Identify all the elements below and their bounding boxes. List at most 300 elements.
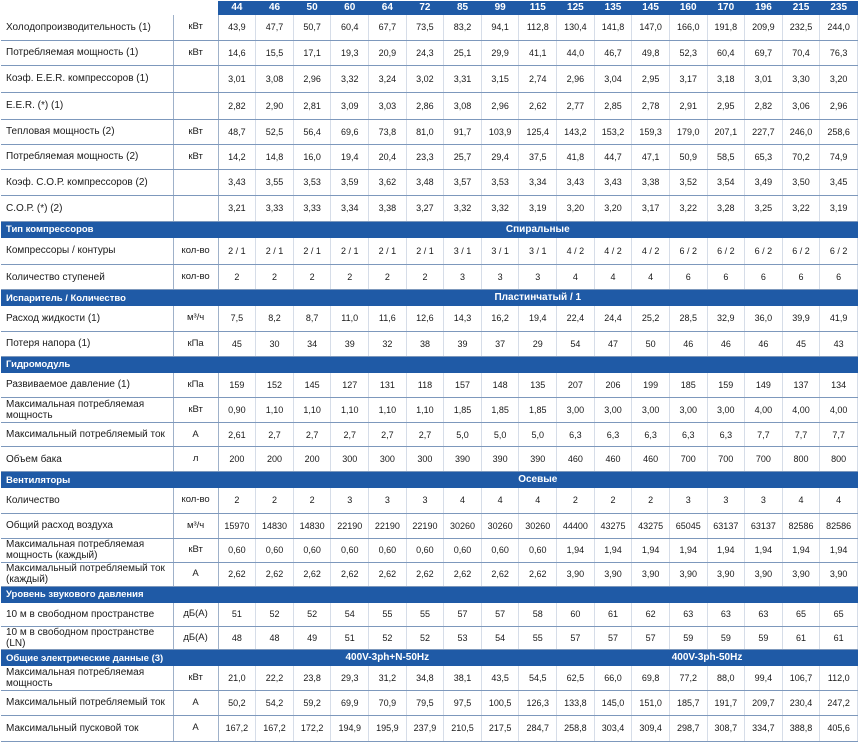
table-cell: 65045 (669, 513, 707, 538)
row-label: С.О.Р. (*) (2) (1, 195, 173, 221)
table-cell: 29,4 (481, 144, 519, 169)
table-cell: 2 / 1 (293, 238, 331, 265)
table-cell: 199 (632, 373, 670, 398)
table-cell: 0,60 (331, 538, 369, 562)
table-row (1, 603, 858, 627)
row-label: Тепловая мощность (2) (1, 119, 173, 144)
table-cell: 700 (707, 447, 745, 472)
table-cell: 2,82 (218, 92, 256, 119)
table-cell: 3,00 (594, 398, 632, 423)
table-cell: 22190 (331, 513, 369, 538)
table-row (1, 40, 858, 65)
table-cell: 59 (745, 627, 783, 650)
table-cell: 73,5 (406, 15, 444, 40)
table-cell: 2 (594, 488, 632, 513)
table-cell: 3,31 (444, 65, 482, 92)
table-row (1, 238, 858, 265)
section-title: Общие электрические данные (3) (1, 650, 218, 667)
table-cell: 32 (369, 331, 407, 356)
table-cell: 32,9 (707, 306, 745, 331)
table-cell: 19,4 (519, 306, 557, 331)
row-unit: кВт (173, 144, 218, 169)
table-cell: 217,5 (481, 715, 519, 741)
table-cell: 460 (557, 447, 595, 472)
table-cell: 1,85 (481, 398, 519, 423)
table-cell: 58 (519, 603, 557, 627)
table-cell: 22,2 (256, 666, 294, 690)
table-cell: 3,01 (218, 65, 256, 92)
table-cell: 62 (632, 603, 670, 627)
table-cell: 61 (594, 603, 632, 627)
table-cell: 56,4 (293, 119, 331, 144)
table-cell: 2,7 (406, 423, 444, 447)
table-row (1, 627, 858, 650)
table-cell: 3,33 (256, 195, 294, 221)
table-cell: 3,02 (406, 65, 444, 92)
table-cell: 191,8 (707, 15, 745, 40)
table-cell: 1,10 (406, 398, 444, 423)
table-cell: 50,2 (218, 690, 256, 715)
table-cell: 700 (669, 447, 707, 472)
table-cell: 55 (519, 627, 557, 650)
table-cell: 3,32 (331, 65, 369, 92)
table-cell: 157 (444, 373, 482, 398)
row-unit: м³/ч (173, 306, 218, 331)
table-cell: 4 (444, 488, 482, 513)
table-row (1, 265, 858, 290)
table-cell: 47,1 (632, 144, 670, 169)
table-cell: 166,0 (669, 15, 707, 40)
table-cell: 39 (444, 331, 482, 356)
table-cell: 54,2 (256, 690, 294, 715)
table-cell: 3,57 (444, 169, 482, 195)
table-cell: 3,32 (444, 195, 482, 221)
table-cell: 3,34 (519, 169, 557, 195)
table-cell: 7,7 (820, 423, 858, 447)
table-cell: 45 (218, 331, 256, 356)
table-cell: 210,5 (444, 715, 482, 741)
table-cell: 69,7 (745, 40, 783, 65)
table-cell: 185,7 (669, 690, 707, 715)
table-cell: 63 (707, 603, 745, 627)
table-cell: 15,5 (256, 40, 294, 65)
table-cell: 1,94 (745, 538, 783, 562)
table-cell: 5,0 (519, 423, 557, 447)
table-cell: 22190 (406, 513, 444, 538)
table-cell: 3,53 (481, 169, 519, 195)
table-cell: 19,4 (331, 144, 369, 169)
table-cell: 1,10 (256, 398, 294, 423)
table-row (1, 15, 858, 40)
table-cell: 3 (331, 488, 369, 513)
table-cell: 237,9 (406, 715, 444, 741)
table-cell: 3,20 (557, 195, 595, 221)
table-cell: 52 (369, 627, 407, 650)
model-160: 160 (669, 1, 707, 15)
table-cell: 51 (218, 603, 256, 627)
table-cell: 298,7 (669, 715, 707, 741)
table-cell: 1,94 (669, 538, 707, 562)
table-cell: 2,62 (331, 562, 369, 586)
table-cell: 54 (481, 627, 519, 650)
table-row (1, 331, 858, 356)
table-cell: 1,94 (707, 538, 745, 562)
table-cell: 97,5 (444, 690, 482, 715)
table-cell: 3,08 (256, 65, 294, 92)
row-unit: A (173, 715, 218, 741)
table-cell: 244,0 (820, 15, 858, 40)
table-cell: 8,7 (293, 306, 331, 331)
table-cell: 200 (293, 447, 331, 472)
table-cell: 2,77 (557, 92, 595, 119)
table-cell: 7,7 (782, 423, 820, 447)
table-cell: 3,62 (369, 169, 407, 195)
table-cell: 0,60 (481, 538, 519, 562)
table-row (1, 92, 858, 119)
table-cell: 3,27 (406, 195, 444, 221)
table-cell: 159,3 (632, 119, 670, 144)
table-cell: 2,91 (669, 92, 707, 119)
table-cell: 3,90 (820, 562, 858, 586)
table-cell: 46 (745, 331, 783, 356)
table-cell: 39,9 (782, 306, 820, 331)
table-cell: 46 (707, 331, 745, 356)
row-unit: м³/ч (173, 513, 218, 538)
table-cell: 81,0 (406, 119, 444, 144)
table-cell: 4 (481, 488, 519, 513)
section-header (1, 221, 858, 238)
table-cell: 135 (519, 373, 557, 398)
table-cell: 3,00 (632, 398, 670, 423)
row-label: Потребляемая мощность (1) (1, 40, 173, 65)
row-unit: кол-во (173, 238, 218, 265)
table-cell: 4 (632, 265, 670, 290)
table-cell: 460 (632, 447, 670, 472)
table-cell: 30260 (444, 513, 482, 538)
table-cell: 0,60 (444, 538, 482, 562)
table-cell: 70,9 (369, 690, 407, 715)
table-cell: 28,5 (669, 306, 707, 331)
table-cell: 200 (218, 447, 256, 472)
table-cell: 2,62 (519, 562, 557, 586)
table-cell: 0,60 (256, 538, 294, 562)
table-cell: 45 (782, 331, 820, 356)
table-cell: 60,4 (331, 15, 369, 40)
section-header (1, 586, 858, 603)
table-cell: 48 (256, 627, 294, 650)
table-cell: 0,60 (293, 538, 331, 562)
table-cell: 14,2 (218, 144, 256, 169)
table-cell: 1,94 (594, 538, 632, 562)
table-cell: 2 (256, 488, 294, 513)
table-cell: 2,61 (218, 423, 256, 447)
model-170: 170 (707, 1, 745, 15)
table-cell: 3,04 (594, 65, 632, 92)
table-cell: 334,7 (745, 715, 783, 741)
table-cell: 3,06 (782, 92, 820, 119)
table-cell: 82586 (782, 513, 820, 538)
section-value: Осевые (218, 472, 857, 489)
table-cell: 54,5 (519, 666, 557, 690)
table-cell: 152 (256, 373, 294, 398)
table-cell: 134 (820, 373, 858, 398)
table-cell: 25,1 (444, 40, 482, 65)
table-cell: 2,82 (745, 92, 783, 119)
model-215: 215 (782, 1, 820, 15)
table-cell: 3,17 (669, 65, 707, 92)
table-cell: 126,3 (519, 690, 557, 715)
table-cell: 3,43 (218, 169, 256, 195)
table-cell: 50,9 (669, 144, 707, 169)
table-cell: 300 (331, 447, 369, 472)
table-cell: 151,0 (632, 690, 670, 715)
table-cell: 2,96 (293, 65, 331, 92)
table-row (1, 373, 858, 398)
table-cell: 209,9 (745, 15, 783, 40)
table-cell: 0,60 (369, 538, 407, 562)
section-value: Пластинчатый / 1 (218, 290, 857, 307)
table-cell: 5,0 (444, 423, 482, 447)
table-cell: 3 (519, 265, 557, 290)
table-cell: 7,5 (218, 306, 256, 331)
table-cell: 3,43 (594, 169, 632, 195)
table-cell: 246,0 (782, 119, 820, 144)
row-unit: кВт (173, 119, 218, 144)
table-cell: 47 (594, 331, 632, 356)
table-cell: 23,8 (293, 666, 331, 690)
row-unit (173, 169, 218, 195)
table-cell: 46 (669, 331, 707, 356)
model-196: 196 (745, 1, 783, 15)
table-cell: 4 / 2 (632, 238, 670, 265)
table-row (1, 447, 858, 472)
table-cell: 48,7 (218, 119, 256, 144)
table-cell: 30260 (519, 513, 557, 538)
table-cell: 43275 (632, 513, 670, 538)
row-label: Компрессоры / контуры (1, 238, 173, 265)
table-cell: 6 / 2 (820, 238, 858, 265)
table-cell: 20,4 (369, 144, 407, 169)
table-cell: 3,38 (369, 195, 407, 221)
table-cell: 3,20 (594, 195, 632, 221)
table-cell: 3,33 (293, 195, 331, 221)
table-cell: 200 (256, 447, 294, 472)
table-cell: 3 (481, 265, 519, 290)
table-cell: 37 (481, 331, 519, 356)
table-cell: 1,85 (444, 398, 482, 423)
table-cell: 6 (745, 265, 783, 290)
table-cell: 69,6 (331, 119, 369, 144)
table-cell: 390 (444, 447, 482, 472)
table-cell: 3 (369, 488, 407, 513)
table-cell: 14830 (256, 513, 294, 538)
table-row (1, 144, 858, 169)
table-cell: 50 (632, 331, 670, 356)
section-title: Гидромодуль (1, 356, 218, 373)
table-cell: 194,9 (331, 715, 369, 741)
table-cell: 2 / 1 (369, 238, 407, 265)
table-cell: 2,62 (519, 92, 557, 119)
table-cell: 39 (331, 331, 369, 356)
table-cell: 0,90 (218, 398, 256, 423)
table-cell: 6,3 (632, 423, 670, 447)
table-cell: 3,08 (444, 92, 482, 119)
table-cell: 41,1 (519, 40, 557, 65)
table-cell: 3,03 (369, 92, 407, 119)
table-cell: 137 (782, 373, 820, 398)
table-cell: 300 (406, 447, 444, 472)
table-cell: 1,94 (557, 538, 595, 562)
row-label: Максимальный потребляемый ток (1, 423, 173, 447)
table-cell: 34 (293, 331, 331, 356)
section-title: Вентиляторы (1, 472, 218, 489)
table-cell: 3,20 (820, 65, 858, 92)
table-cell: 1,10 (331, 398, 369, 423)
table-cell: 2,96 (820, 92, 858, 119)
table-cell: 106,7 (782, 666, 820, 690)
table-cell: 0,60 (218, 538, 256, 562)
table-cell: 2,7 (293, 423, 331, 447)
row-label: Общий расход воздуха (1, 513, 173, 538)
table-cell: 4 (557, 265, 595, 290)
row-unit: кВт (173, 538, 218, 562)
table-cell: 3,43 (557, 169, 595, 195)
table-cell: 52,5 (256, 119, 294, 144)
table-cell: 258,8 (557, 715, 595, 741)
table-cell: 230,4 (782, 690, 820, 715)
row-unit: кПа (173, 373, 218, 398)
table-cell: 460 (594, 447, 632, 472)
table-cell: 20,9 (369, 40, 407, 65)
section-value: Спиральные (218, 221, 857, 238)
table-cell: 147,0 (632, 15, 670, 40)
table-cell: 2,62 (293, 562, 331, 586)
table-cell: 2 / 1 (406, 238, 444, 265)
table-cell: 1,85 (519, 398, 557, 423)
table-row (1, 513, 858, 538)
section-value (218, 586, 857, 603)
table-cell: 59 (707, 627, 745, 650)
table-cell: 2 (218, 265, 256, 290)
table-cell: 2,96 (481, 92, 519, 119)
table-cell: 14,3 (444, 306, 482, 331)
row-label: Количество ступеней (1, 265, 173, 290)
section-title: Уровень звукового давления (1, 586, 218, 603)
table-row (1, 715, 858, 741)
model-125: 125 (557, 1, 595, 15)
table-cell: 19,3 (331, 40, 369, 65)
table-cell: 3,21 (218, 195, 256, 221)
table-cell: 143,2 (557, 119, 595, 144)
table-cell: 2,7 (369, 423, 407, 447)
table-cell: 6 / 2 (745, 238, 783, 265)
table-cell: 55 (369, 603, 407, 627)
table-cell: 63137 (745, 513, 783, 538)
row-label: E.E.R. (*) (1) (1, 92, 173, 119)
table-cell: 61 (782, 627, 820, 650)
table-cell: 3,90 (745, 562, 783, 586)
table-cell: 76,3 (820, 40, 858, 65)
model-50: 50 (293, 1, 331, 15)
table-cell: 3,45 (820, 169, 858, 195)
table-cell: 405,6 (820, 715, 858, 741)
table-cell: 3,00 (669, 398, 707, 423)
table-cell: 79,5 (406, 690, 444, 715)
table-cell: 2,62 (444, 562, 482, 586)
table-cell: 63 (669, 603, 707, 627)
table-cell: 83,2 (444, 15, 482, 40)
table-cell: 8,2 (256, 306, 294, 331)
table-cell: 2,78 (632, 92, 670, 119)
table-cell: 227,7 (745, 119, 783, 144)
row-label: Потеря напора (1) (1, 331, 173, 356)
table-cell: 2,7 (331, 423, 369, 447)
table-cell: 2 (218, 488, 256, 513)
table-cell: 70,2 (782, 144, 820, 169)
table-cell: 46,7 (594, 40, 632, 65)
table-cell: 57 (481, 603, 519, 627)
table-cell: 34,8 (406, 666, 444, 690)
table-cell: 3 / 1 (444, 238, 482, 265)
row-unit: кВт (173, 15, 218, 40)
table-cell: 54 (331, 603, 369, 627)
table-cell: 3,48 (406, 169, 444, 195)
table-row (1, 306, 858, 331)
table-cell: 2,81 (293, 92, 331, 119)
table-cell: 2 / 1 (218, 238, 256, 265)
table-cell: 2,62 (218, 562, 256, 586)
row-unit (173, 65, 218, 92)
table-cell: 100,5 (481, 690, 519, 715)
table-cell: 36,0 (745, 306, 783, 331)
table-cell: 3,18 (707, 65, 745, 92)
table-cell: 2,86 (406, 92, 444, 119)
row-unit (173, 92, 218, 119)
table-cell: 11,0 (331, 306, 369, 331)
table-cell: 43275 (594, 513, 632, 538)
section-title: Тип компрессоров (1, 221, 218, 238)
table-cell: 125,4 (519, 119, 557, 144)
table-cell: 3 (444, 265, 482, 290)
table-row (1, 488, 858, 513)
table-cell: 3,22 (669, 195, 707, 221)
table-cell: 55 (406, 603, 444, 627)
table-cell: 308,7 (707, 715, 745, 741)
model-header-row (1, 1, 858, 15)
table-cell: 148 (481, 373, 519, 398)
table-cell: 4 / 2 (557, 238, 595, 265)
table-cell: 130,4 (557, 15, 595, 40)
table-cell: 65 (820, 603, 858, 627)
section-header (1, 290, 858, 307)
spec-table (1, 1, 858, 742)
row-label: Расход жидкости (1) (1, 306, 173, 331)
row-unit: дБ(A) (173, 603, 218, 627)
table-cell: 60,4 (707, 40, 745, 65)
table-cell: 50,7 (293, 15, 331, 40)
table-cell: 6,3 (594, 423, 632, 447)
row-label: 10 м в свободном пространстве (1, 603, 173, 627)
table-cell: 4,00 (820, 398, 858, 423)
table-row (1, 398, 858, 423)
table-cell: 3,38 (632, 169, 670, 195)
table-cell: 52,3 (669, 40, 707, 65)
table-cell: 2 (331, 265, 369, 290)
table-cell: 3,00 (557, 398, 595, 423)
table-cell: 25,7 (444, 144, 482, 169)
table-cell: 195,9 (369, 715, 407, 741)
table-cell: 309,4 (632, 715, 670, 741)
